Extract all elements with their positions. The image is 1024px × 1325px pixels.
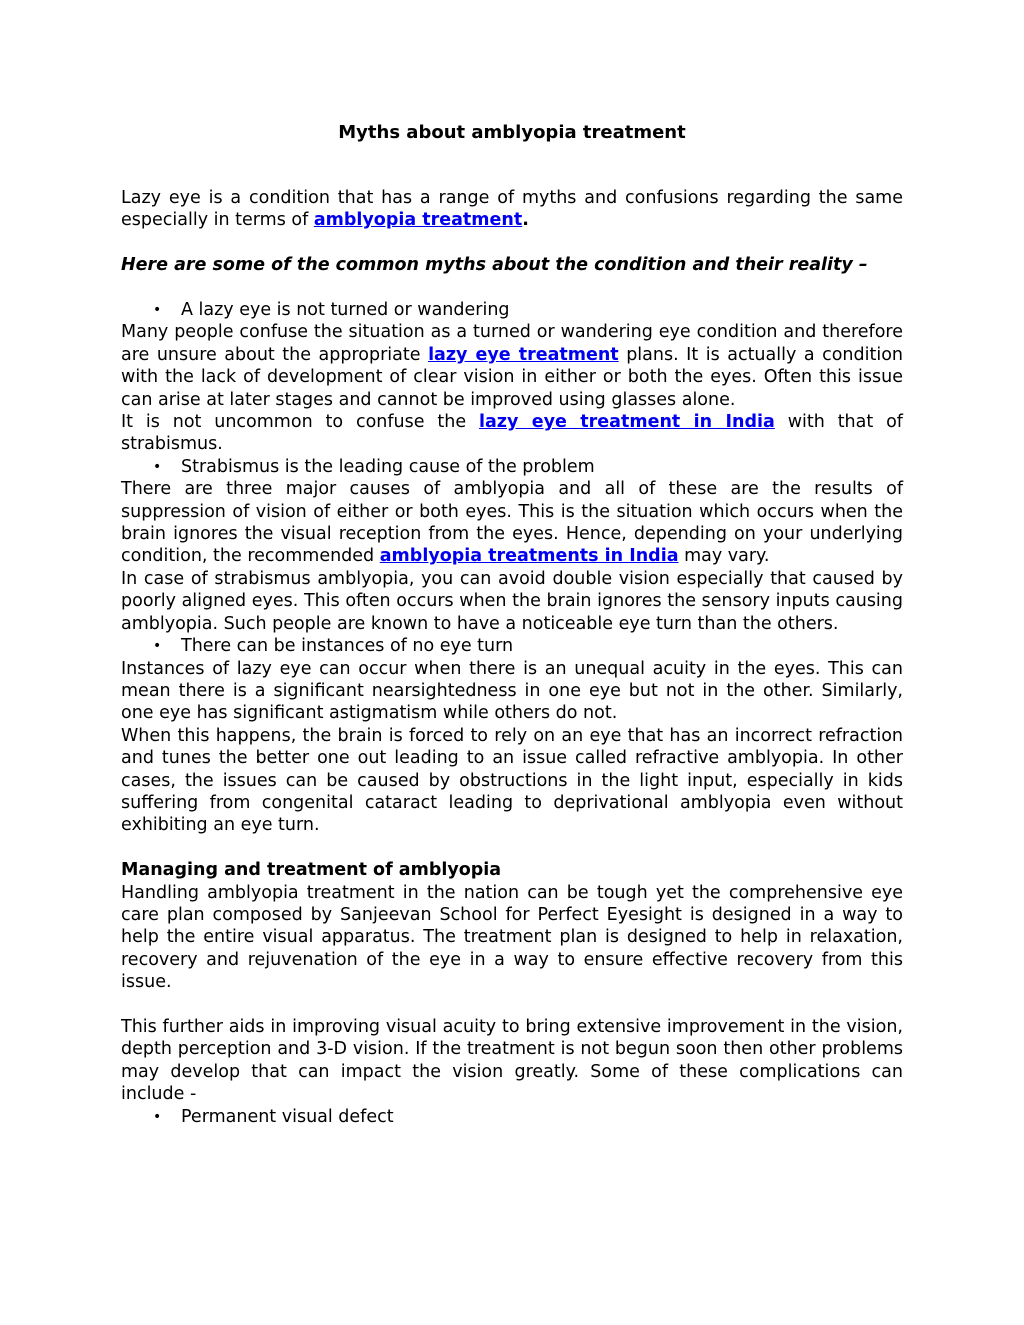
intro-end: .	[522, 210, 529, 231]
paragraph	[121, 478, 903, 568]
document-body	[121, 187, 903, 1128]
list-item-text: There can be instances of no eye turn	[181, 636, 514, 657]
lazy-eye-treatment-link[interactable]: lazy eye treatment	[428, 344, 619, 365]
spacer	[121, 232, 903, 254]
intro-paragraph	[121, 187, 903, 232]
paragraph: Handling amblyopia treatment in the nation can be tough yet the comprehensive eye care plan composed by Sanjeevan School for Perfect Eyesight is designed in a way to help the entire visual apparatus. The treatment plan is designed to help in relaxation, recovery and rejuvenation of the eye in a way to ensure effective recovery from this issue.	[121, 882, 903, 993]
list-item	[121, 299, 903, 321]
intro-text: Lazy eye is a condition that has a range of myths and confusions regarding the same especially in terms of	[121, 188, 903, 231]
page-title: Myths about amblyopia treatment	[338, 122, 686, 143]
paragraph-text: There are three major causes of amblyopia and all of these are the results of suppression of vision of either or both eyes. This is the situation which occurs when the brain ignores the visual reception from the eyes. Hence, depending on your underlying condition, the recommended	[121, 479, 903, 567]
amblyopia-treatment-link[interactable]: amblyopia treatment	[313, 210, 523, 231]
list-item-text: A lazy eye is not turned or wandering	[181, 300, 510, 320]
spacer	[121, 994, 903, 1016]
paragraph: When this happens, the brain is forced to rely on an eye that has an incorrect refraction and tunes the better one out leading to an issue called refractive amblyopia. In other cases, the issues can be caused by obstructions in the light input, especially in kids suffering from congenital cataract leading to deprivational amblyopia even without exhibiting an eye turn.	[121, 725, 903, 836]
paragraph-text: plans. It is actually a condition with the lack of development of clear vision in either or both the eyes. Often this issue can arise at later stages and cannot be improved using glasses alone.	[121, 344, 903, 410]
bullet-icon: •	[153, 638, 162, 655]
list-item	[121, 635, 903, 657]
spacer	[121, 837, 903, 859]
myths-subheading: Here are some of the common myths about the condition and their reality –	[121, 255, 868, 276]
paragraph	[121, 411, 903, 456]
bullet-icon: •	[153, 1108, 162, 1125]
paragraph	[121, 321, 903, 411]
paragraph-text: It is not uncommon to confuse the	[121, 412, 467, 433]
paragraph-text: Many people confuse the situation as a turned or wandering eye condition and therefore are unsure about the appropriate	[121, 322, 903, 365]
list-item-text: Permanent visual defect	[181, 1106, 394, 1127]
section-heading: Managing and treatment of amblyopia	[121, 860, 502, 881]
lazy-eye-treatment-india-link[interactable]: lazy eye treatment in India	[478, 412, 775, 433]
paragraph-text: may vary.	[684, 546, 770, 567]
amblyopia-treatments-india-link[interactable]: amblyopia treatments in India	[379, 546, 679, 567]
list-item	[121, 456, 903, 478]
spacer	[121, 277, 903, 299]
list-item-text: Strabismus is the leading cause of the problem	[181, 456, 595, 477]
bullet-icon: •	[153, 302, 162, 318]
paragraph: Instances of lazy eye can occur when there is an unequal acuity in the eyes. This can mean there is a significant nearsightedness in one eye but not in the other. Similarly, one eye has significant astigmatism while others do not.	[121, 658, 903, 724]
list-item	[121, 1106, 903, 1128]
bullet-icon: •	[153, 458, 162, 475]
paragraph: This further aids in improving visual acuity to bring extensive improvement in the vision, depth perception and 3-D vision. If the treatment is not begun soon then other problems may develop that can impact the vision greatly. Some of these complications can include -	[121, 1016, 903, 1105]
paragraph: In case of strabismus amblyopia, you can avoid double vision especially that caused by poorly aligned eyes. This often occurs when the brain ignores the sensory inputs causing amblyopia. Such people are known to have a noticeable eye turn than the others.	[121, 568, 903, 634]
paragraph-text: with that of strabismus.	[121, 412, 903, 455]
